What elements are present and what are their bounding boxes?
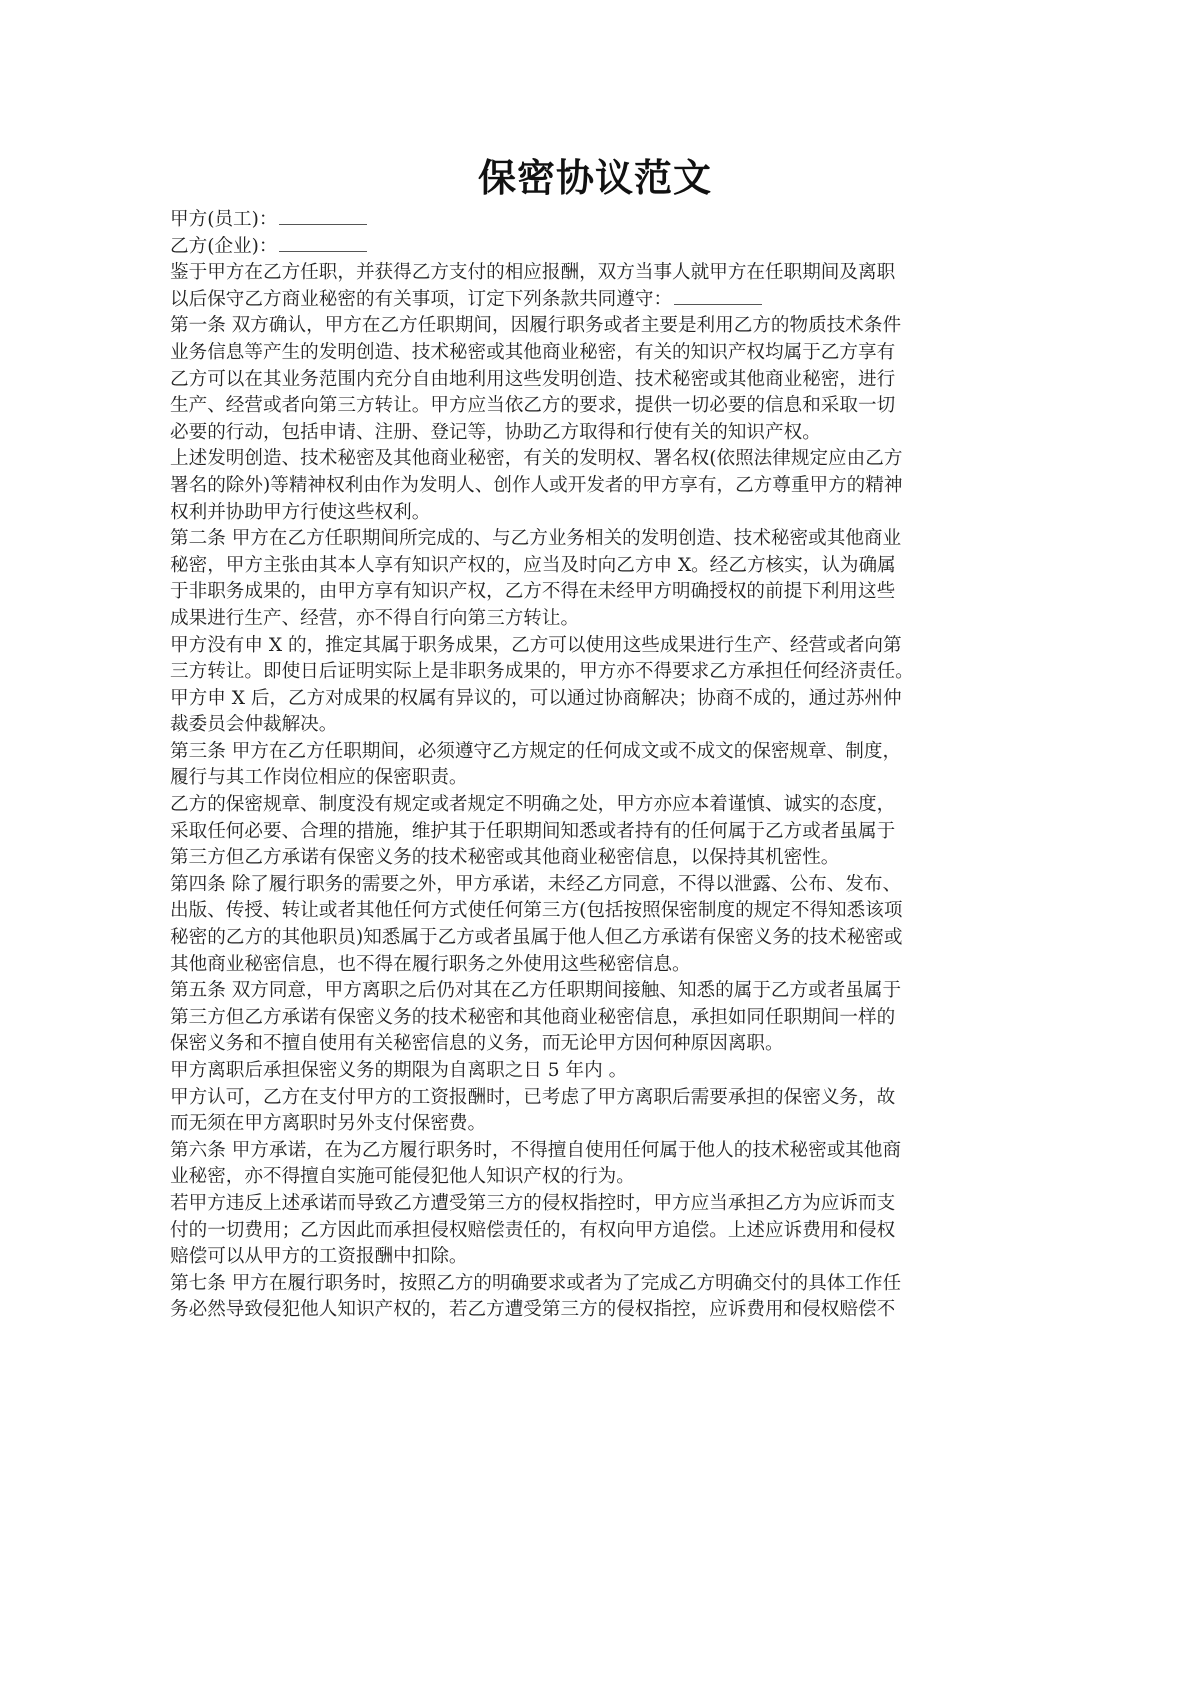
document-line xyxy=(170,1297,1010,1324)
document-line xyxy=(170,686,1010,713)
line-text: 生产、经营或者向第三方转让。甲方应当依乙方的要求，提供一切必要的信息和采取一切 xyxy=(170,395,896,417)
line-text: 权利并协助甲方行使这些权利。 xyxy=(170,501,431,523)
document-line xyxy=(170,553,1010,580)
line-text: 第五条 双方同意，甲方离职之后仍对其在乙方任职期间接触、知悉的属于乙方或者虽属于 xyxy=(170,980,902,1002)
line-text: 乙方的保密规章、制度没有规定或者规定不明确之处，甲方亦应本着谨慎、诚实的态度， xyxy=(170,794,896,816)
line-text: 秘密的乙方的其他职员)知悉属于乙方或者虽属于他人但乙方承诺有保密义务的技术秘密或 xyxy=(170,927,903,949)
document-line xyxy=(170,978,1010,1005)
document-line xyxy=(170,1058,1010,1085)
line-text: 第三方但乙方承诺有保密义务的技术秘密或其他商业秘密信息，以保持其机密性。 xyxy=(170,847,840,869)
line-text: 第一条 双方确认，甲方在乙方任职期间，因履行职务或者主要是利用乙方的物质技术条件 xyxy=(170,315,902,337)
line-text: 甲方(员工)： xyxy=(170,209,278,230)
line-text: 裁委员会仲裁解决。 xyxy=(170,714,338,736)
document-line xyxy=(170,1138,1010,1165)
document-line xyxy=(170,872,1010,899)
document-line xyxy=(170,260,1010,287)
line-text: 付的一切费用；乙方因此而承担侵权赔偿责任的，有权向甲方追偿。上述应诉费用和侵权 xyxy=(170,1219,896,1241)
line-text: 甲方没有申 X 的，推定其属于职务成果，乙方可以使用这些成果进行生产、经营或者向第 xyxy=(170,634,902,656)
document-line xyxy=(170,1164,1010,1191)
line-text: 乙方(企业)： xyxy=(170,235,278,257)
line-text: 第三条 甲方在乙方任职期间，必须遵守乙方规定的任何成文或不成文的保密规章、制度， xyxy=(170,740,902,762)
document-line xyxy=(170,925,1010,952)
document-line xyxy=(170,606,1010,633)
document-line xyxy=(170,739,1010,766)
document-line xyxy=(170,952,1010,979)
document-line xyxy=(170,1218,1010,1245)
document-line xyxy=(170,898,1010,925)
line-text: 第六条 甲方承诺，在为乙方履行职务时，不得擅自使用任何属于他人的技术秘密或其他商 xyxy=(170,1139,902,1161)
line-text: 采取任何必要、合理的措施，维护其于任职期间知悉或者持有的任何属于乙方或者虽属于 xyxy=(170,820,896,842)
line-text: 成果进行生产、经营，亦不得自行向第三方转让。 xyxy=(170,607,580,629)
document-line xyxy=(170,234,1010,261)
line-text: 甲方离职后承担保密义务的期限为自离职之日 5 年内 。 xyxy=(170,1060,628,1081)
line-text: 上述发明创造、技术秘密及其他商业秘密，有关的发明权、署名权(依照法律规定应由乙方 xyxy=(170,448,903,470)
document-line xyxy=(170,765,1010,792)
document-line xyxy=(170,340,1010,367)
line-text: 署名的除外)等精神权利由作为发明人、创作人或开发者的甲方享有，乙方尊重甲方的精神 xyxy=(170,474,903,496)
line-text: 保密义务和不擅自使用有关秘密信息的义务，而无论甲方因何种原因离职。 xyxy=(170,1033,784,1055)
document-line xyxy=(170,1031,1010,1058)
document-line xyxy=(170,659,1010,686)
line-text: 必要的行动，包括申请、注册、登记等，协助乙方取得和行使有关的知识产权。 xyxy=(170,421,821,443)
document-line xyxy=(170,287,1010,314)
document-line xyxy=(170,633,1010,660)
document-line xyxy=(170,1085,1010,1112)
document-line xyxy=(170,792,1010,819)
line-text: 以后保守乙方商业秘密的有关事项，订定下列条款共同遵守： xyxy=(170,288,673,310)
line-text: 赔偿可以从甲方的工资报酬中扣除。 xyxy=(170,1246,468,1268)
document-body xyxy=(170,207,1010,1324)
line-text: 甲方申 X 后，乙方对成果的权属有异议的，可以通过协商解决；协商不成的，通过苏州仲 xyxy=(170,687,902,709)
line-text: 甲方认可，乙方在支付甲方的工资报酬时，已考虑了甲方离职后需要承担的保密义务，故 xyxy=(170,1086,896,1108)
document-line xyxy=(170,526,1010,553)
document-line xyxy=(170,845,1010,872)
document-line xyxy=(170,1271,1010,1298)
document-line xyxy=(170,393,1010,420)
line-text: 履行与其工作岗位相应的保密职责。 xyxy=(170,767,468,789)
document-title: 保密协议范文 xyxy=(477,156,712,200)
line-text: 出版、传授、转让或者其他任何方式使任何第三方(包括按照保密制度的规定不得知悉该项 xyxy=(170,900,903,922)
line-text: 业务信息等产生的发明创造、技术秘密或其他商业秘密，有关的知识产权均属于乙方享有 xyxy=(170,341,896,363)
document-line xyxy=(170,367,1010,394)
line-text: 于非职务成果的，由甲方享有知识产权，乙方不得在未经甲方明确授权的前提下利用这些 xyxy=(170,581,896,603)
document-line xyxy=(170,1244,1010,1271)
fill-in-blank xyxy=(674,287,762,305)
line-text: 若甲方违反上述承诺而导致乙方遭受第三方的侵权指控时，甲方应当承担乙方为应诉而支 xyxy=(170,1192,896,1214)
fill-in-blank xyxy=(279,234,367,252)
fill-in-blank xyxy=(279,207,367,225)
line-text: 而无须在甲方离职时另外支付保密费。 xyxy=(170,1113,487,1135)
document-line xyxy=(170,473,1010,500)
line-text: 秘密，甲方主张由其本人享有知识产权的，应当及时向乙方申 X。经乙方核实，认为确属 xyxy=(170,554,896,576)
document-line xyxy=(170,207,1010,234)
line-text: 乙方可以在其业务范围内充分自由地利用这些发明创造、技术秘密或其他商业秘密，进行 xyxy=(170,368,896,390)
document-line xyxy=(170,819,1010,846)
line-text: 务必然导致侵犯他人知识产权的，若乙方遭受第三方的侵权指控，应诉费用和侵权赔偿不 xyxy=(170,1299,896,1321)
document-line xyxy=(170,712,1010,739)
document-line xyxy=(170,500,1010,527)
document-line xyxy=(170,1111,1010,1138)
line-text: 第七条 甲方在履行职务时，按照乙方的明确要求或者为了完成乙方明确交付的具体工作任 xyxy=(170,1272,902,1294)
line-text: 第三方但乙方承诺有保密义务的技术秘密和其他商业秘密信息，承担如同任职期间一样的 xyxy=(170,1006,896,1028)
line-text: 第二条 甲方在乙方任职期间所完成的、与乙方业务相关的发明创造、技术秘密或其他商业 xyxy=(170,528,902,550)
document-line xyxy=(170,420,1010,447)
line-text: 三方转让。即使日后证明实际上是非职务成果的，甲方亦不得要求乙方承担任何经济责任。 xyxy=(170,661,914,683)
document-line xyxy=(170,446,1010,473)
document-line xyxy=(170,1005,1010,1032)
document-line xyxy=(170,313,1010,340)
line-text: 其他商业秘密信息，也不得在履行职务之外使用这些秘密信息。 xyxy=(170,953,691,975)
document-line xyxy=(170,1191,1010,1218)
line-text: 第四条 除了履行职务的需要之外，甲方承诺，未经乙方同意，不得以泄露、公布、发布、 xyxy=(170,873,902,895)
line-text: 鉴于甲方在乙方任职，并获得乙方支付的相应报酬，双方当事人就甲方在任职期间及离职 xyxy=(170,262,896,284)
line-text: 业秘密，亦不得擅自实施可能侵犯他人知识产权的行为。 xyxy=(170,1166,635,1188)
document-line xyxy=(170,579,1010,606)
